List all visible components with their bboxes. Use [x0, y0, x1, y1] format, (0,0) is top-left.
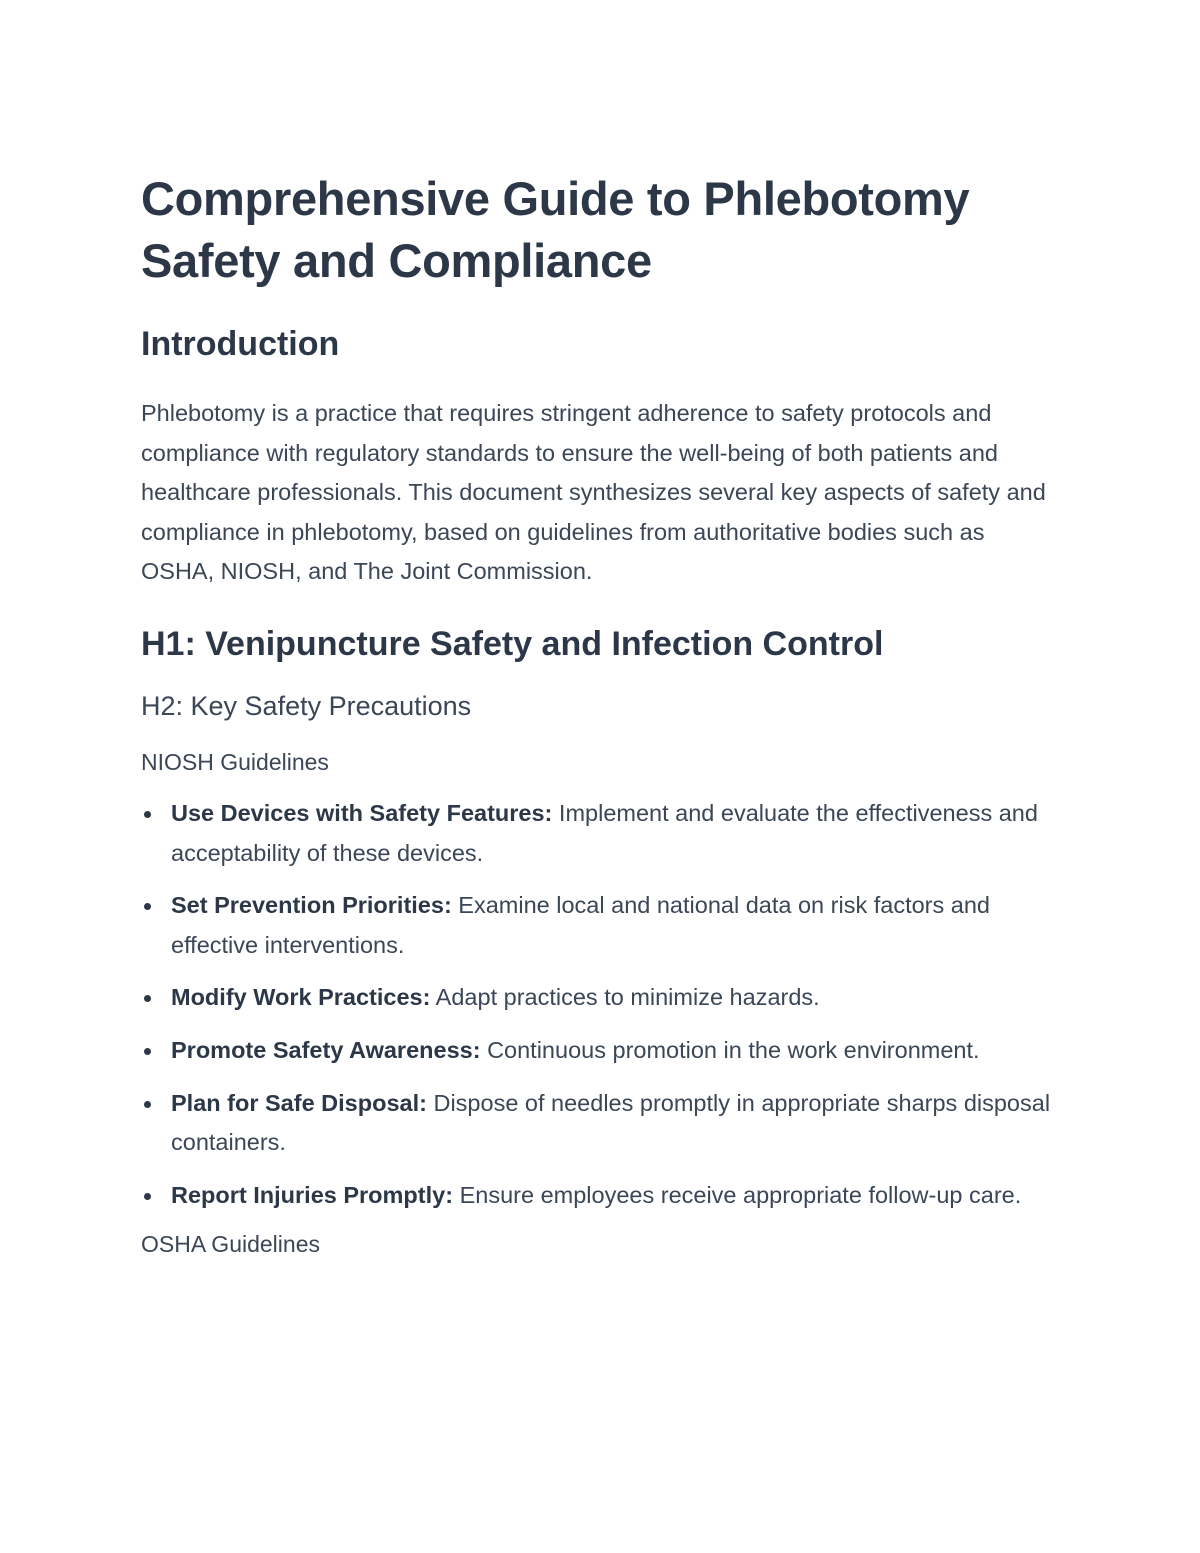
list-item-text: Ensure employees receive appropriate follow-up care.: [453, 1181, 1022, 1208]
list-item: [141, 1031, 1061, 1071]
bullet-icon: [144, 1101, 151, 1108]
document-title: Comprehensive Guide to Phlebotomy Safety and Compliance: [141, 172, 970, 287]
bullet-icon: [144, 1193, 151, 1200]
subsection-heading-safety-precautions: H2: Key Safety Precautions: [141, 690, 472, 721]
list-item-term: Modify Work Practices:: [171, 984, 431, 1011]
list-item-term: Use Devices with Safety Features:: [171, 799, 553, 826]
list-item-term: Report Injuries Promptly:: [171, 1181, 454, 1208]
niosh-guidelines-list: [141, 794, 1061, 1215]
list-item-text: Examine local and national data on risk factors and effective interventions.: [171, 892, 990, 958]
bullet-icon: [144, 903, 151, 910]
list-item: [141, 1084, 1061, 1163]
list-item-term: Set Prevention Priorities:: [171, 892, 452, 919]
introduction-paragraph: Phlebotomy is a practice that requires stringent adherence to safety protocols and compliance with regulatory standards to ensure the well-being of both patients and healthcare professionals. This document synthesizes several key aspects of safety and compliance in phlebotomy, based on guidelines from authoritative bodies such as OSHA, NIOSH, and The Joint Commission.: [141, 400, 1046, 585]
list-item-text: Continuous promotion in the work environment.: [480, 1036, 980, 1063]
list-item-text: Implement and evaluate the effectiveness and acceptability of these devices.: [171, 799, 1038, 866]
niosh-guidelines-heading: NIOSH Guidelines: [141, 748, 329, 775]
list-item: [141, 1176, 1061, 1216]
list-item-text: Adapt practices to minimize hazards.: [430, 984, 820, 1011]
introduction-heading: Introduction: [141, 325, 340, 363]
list-item: [141, 978, 1061, 1018]
list-item-term: Plan for Safe Disposal:: [171, 1089, 427, 1116]
list-item-term: Promote Safety Awareness:: [171, 1036, 481, 1063]
list-item-text: Dispose of needles promptly in appropriate sharps disposal containers.: [171, 1089, 1051, 1156]
bullet-icon: [144, 995, 151, 1002]
bullet-icon: [144, 811, 151, 818]
list-item: [141, 794, 1061, 873]
section-heading-venipuncture: H1: Venipuncture Safety and Infection Control: [141, 624, 884, 663]
osha-guidelines-heading: OSHA Guidelines: [141, 1231, 320, 1258]
list-item: [141, 886, 1061, 965]
bullet-icon: [144, 1048, 151, 1055]
document-page: [141, 168, 1061, 1260]
